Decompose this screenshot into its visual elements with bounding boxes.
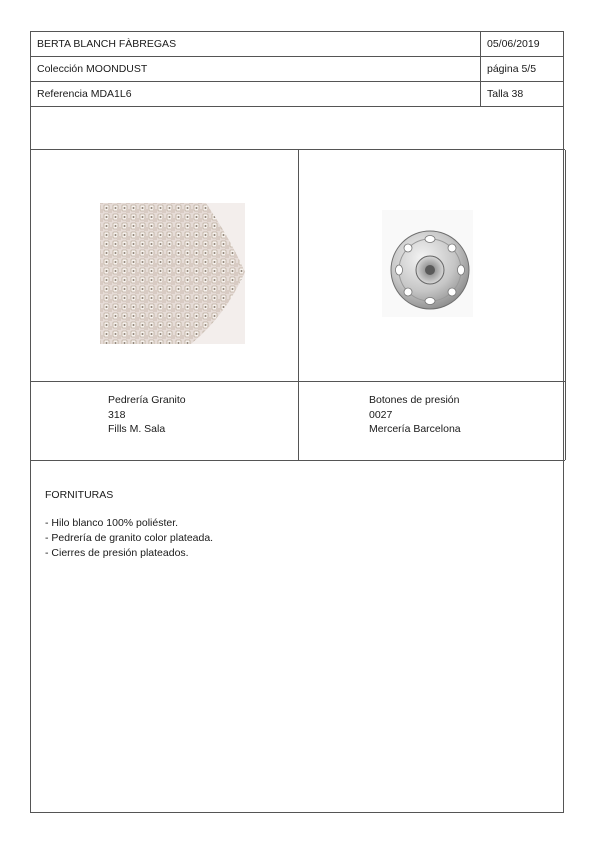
header-row-reference (31, 82, 563, 107)
snap-button-image-cell (299, 150, 566, 381)
table-divider-horizontal (31, 381, 565, 382)
beads-image-cell (31, 150, 298, 381)
snap-button-image (299, 150, 565, 381)
designer-name: BERTA BLANCH FÀBREGAS (37, 38, 177, 50)
page-number: página 5/5 (487, 63, 537, 75)
reference-code: Referencia MDA1L6 (37, 88, 132, 100)
item-supplier: Mercería Barcelona (369, 423, 461, 435)
header-divider (480, 32, 481, 107)
note-line: - Cierres de presión plateados. (45, 547, 189, 559)
item-caption-snaps (369, 393, 461, 437)
beads-image (31, 150, 298, 381)
note-line: - Pedrería de granito color plateada. (45, 532, 214, 544)
trims-notes (45, 489, 213, 561)
item-supplier: Fills M. Sala (108, 423, 166, 435)
spec-sheet (30, 31, 564, 813)
collection-name: Colección MOONDUST (37, 63, 148, 75)
trims-table (31, 149, 565, 461)
header-row-designer (31, 32, 563, 57)
notes-title: FORNITURAS (45, 489, 114, 501)
sheet-date: 05/06/2019 (487, 38, 540, 50)
header-row-collection (31, 57, 563, 82)
item-caption-beads (108, 393, 186, 437)
item-name: Botones de presión (369, 394, 460, 406)
item-code: 0027 (369, 408, 393, 421)
size-label: Talla 38 (487, 88, 524, 100)
item-code: 318 (108, 408, 126, 421)
note-line: - Hilo blanco 100% poliéster. (45, 517, 179, 529)
item-name: Pedrería Granito (108, 394, 186, 406)
